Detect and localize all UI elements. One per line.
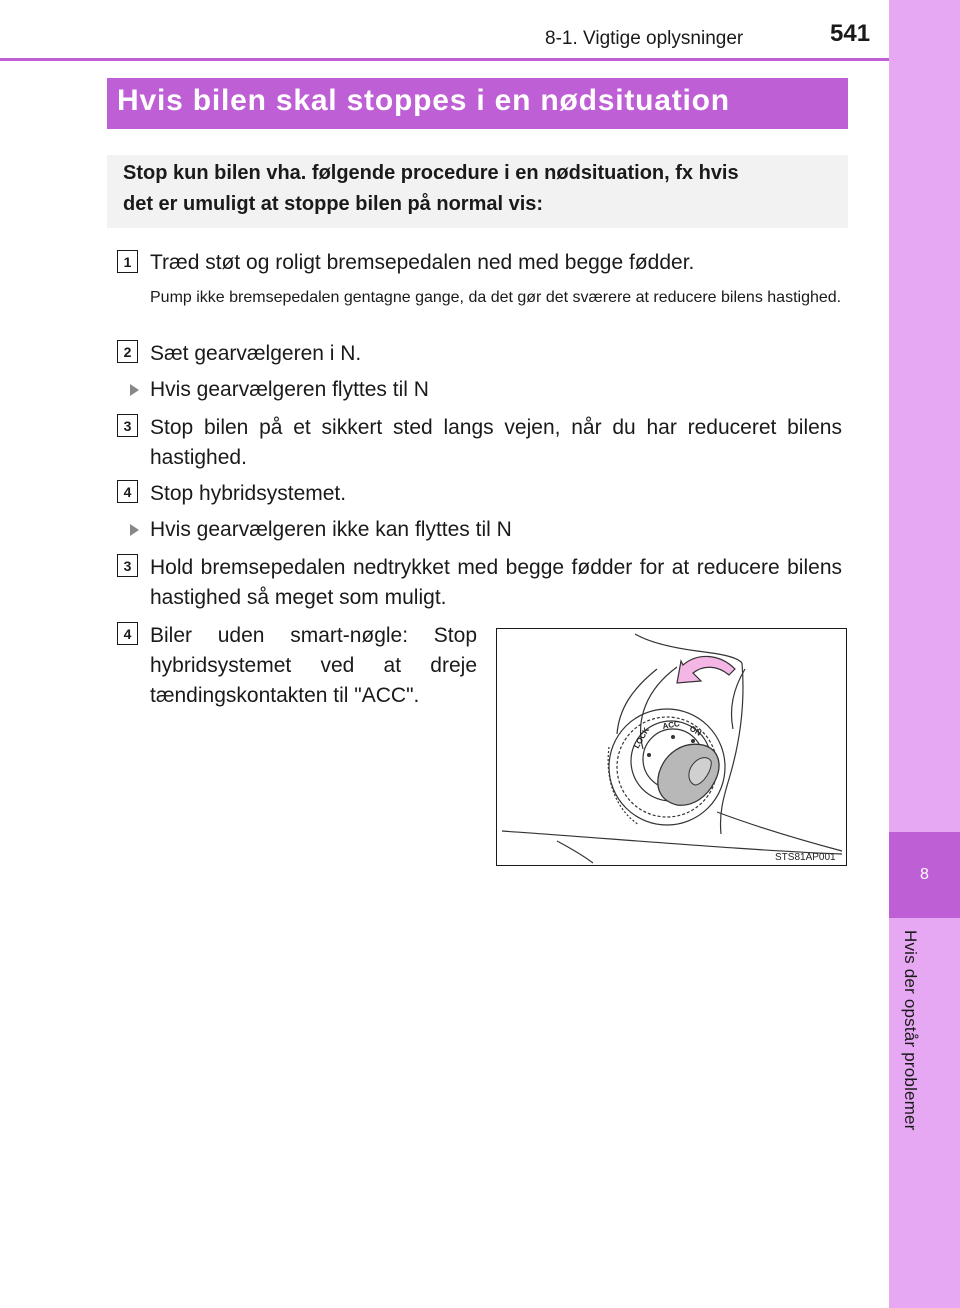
step-badge: 2 [117,340,138,363]
figure-code: STS81AP001 [775,852,836,863]
step-badge: 1 [117,250,138,273]
intro-line: det er umuligt at stoppe bilen på normal vis: [123,193,544,215]
step-badge: 4 [117,480,138,503]
step-text: Træd støt og roligt bremsepedalen ned med begge fødder. [150,251,695,274]
chapter-tab[interactable] [889,832,960,918]
condition-text: Hvis gearvælgeren ikke kan flyttes til N [150,518,512,541]
intro-line: Stop kun bilen vha. følgende procedure i en nødsituation, fx hvis [123,162,739,184]
chapter-title-vertical: Hvis der opstår problemer [901,930,920,1131]
step-badge: 4 [117,622,138,645]
chapter-tab-number: 8 [920,866,929,883]
step-text: Stop bilen på et sikkert sted langs vejen, når du har reduceret bilens hastighed. [150,416,842,469]
intro-box [107,155,848,228]
condition-bullet [130,375,429,405]
condition-text: Hvis gearvælgeren flyttes til N [150,378,429,401]
step-text: Biler uden smart-nøgle: Stop hybridsystemet ved at dreje tændingskontakten til "ACC". [150,624,477,707]
ignition-figure [496,628,847,866]
condition-bullet [130,515,512,545]
page-number: 541 [830,20,871,47]
lock-label: LOCK [631,725,652,750]
header-divider [0,58,889,61]
section-title: Hvis bilen skal stoppes i en nødsituation [107,78,848,129]
step-text: Stop hybridsystemet. [150,482,347,505]
on-label: ON [688,723,703,738]
triangle-bullet-icon [130,524,139,536]
triangle-bullet-icon [130,384,139,396]
ignition-key-illustration [497,629,847,866]
step-badge: 3 [117,554,138,577]
step-badge: 3 [117,414,138,437]
step-text: Hold bremsepedalen nedtrykket med begge fødder for at reducere bilens hastighed så meget som muligt. [150,556,842,609]
turn-arrow-icon [677,656,735,683]
acc-label: ACC [661,719,681,731]
chapter-label: 8-1. Vigtige oplysninger [545,28,744,49]
step-text: Sæt gearvælgeren i N. [150,342,362,365]
step-note: Pump ikke bremsepedalen gentagne gange, da det gør det sværere at reducere bilens hastighed. [150,289,842,306]
